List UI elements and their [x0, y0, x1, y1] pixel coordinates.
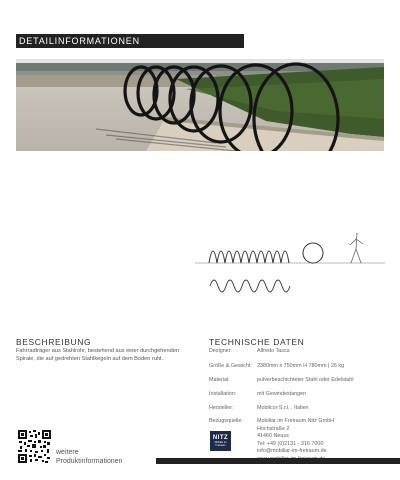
more-info-link[interactable]	[56, 449, 123, 466]
more-info-line1: weitere	[56, 449, 79, 456]
contact-street: Hochstraße 2	[257, 425, 290, 432]
description-text: Fahrradträger aus Stahlrohr, bestehend aus einer durchgehenden Spirale, die auf gedrehten Stahlkegeln auf dem Boden ruht.	[16, 348, 179, 362]
nitz-logo	[210, 431, 231, 451]
row-installation-value: mit Gewindestangen	[257, 391, 307, 397]
footer-bar	[156, 458, 400, 464]
logo-sub: Mobiliar im Freiraum	[214, 441, 227, 447]
contact-email[interactable]: info@mobiliar-im-freiraum.de	[257, 448, 327, 455]
row-manufacturer-value: Mobilcor S.r.l. , Italien	[257, 405, 309, 411]
row-material-label: Material:	[209, 377, 230, 383]
contact-phone: Tel: +49 (0)2131 - 316 7000	[257, 440, 324, 447]
more-info-line2: Produktinformationen	[56, 457, 123, 465]
row-source-label: Bezugsquelle:	[209, 418, 243, 424]
contact-company: Mobiliar im Freiraum Nitz GmbH	[257, 418, 334, 424]
row-designer-value: Alfredo Tasca	[257, 348, 290, 354]
row-manufacturer-label: Hersteller:	[209, 405, 234, 411]
row-designer-label: Designer:	[209, 348, 233, 354]
description-title: BESCHREIBUNG	[16, 337, 92, 347]
row-installation-label: Installation:	[209, 391, 237, 397]
contact-block	[257, 418, 334, 464]
row-size-value: 2380mm x 750mm H 780mm | 26 kg	[257, 363, 345, 369]
product-photo	[16, 59, 384, 151]
logo-name: NITZ	[212, 435, 229, 441]
row-material-value: pulverbeschichteter Stahl oder Edelstahl	[257, 377, 354, 383]
contact-city: 41460 Neuss	[257, 433, 289, 440]
section-header: DETAILINFORMATIONEN	[16, 34, 244, 48]
qr-code-icon[interactable]	[18, 430, 51, 463]
technical-data-title: TECHNISCHE DATEN	[209, 337, 305, 347]
row-size-label: Größe & Gewicht:	[209, 363, 252, 369]
technical-drawing-top	[204, 274, 294, 300]
